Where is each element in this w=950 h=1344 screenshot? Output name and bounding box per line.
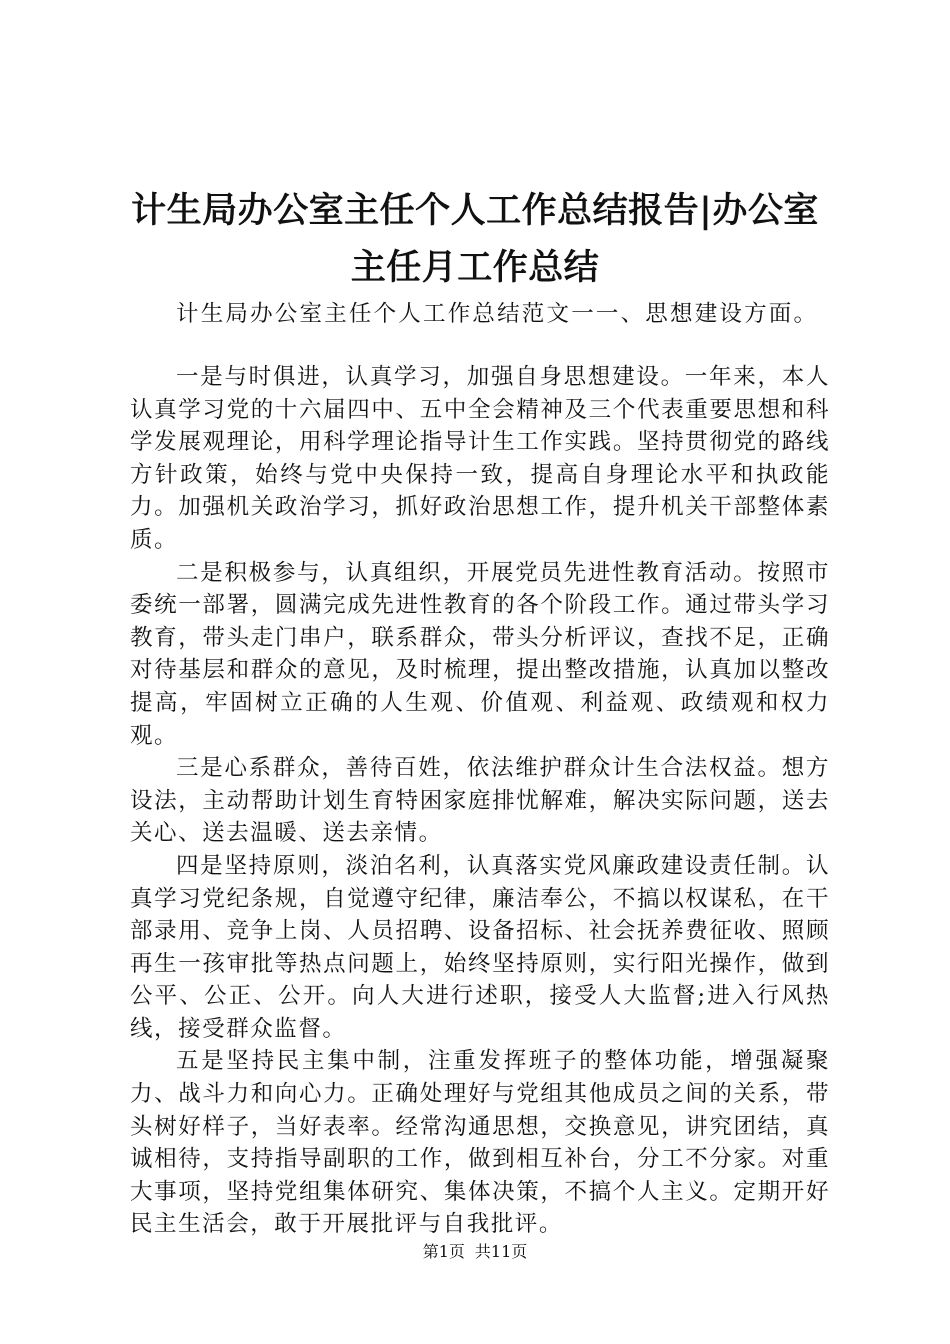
paragraph-3: 三是心系群众，善待百姓，依法维护群众计生合法权益。想方设法，主动帮助计划生育特困家庭排忧解难，解决实际问题，送去关心、送去温暖、送去亲情。 — [130, 755, 830, 847]
paragraph-1: 一是与时俱进，认真学习，加强自身思想建设。一年来，本人认真学习党的十六届四中、五中全会精神及三个代表重要思想和科学发展观理论，用科学理论指导计生工作实践。坚持贯彻党的路线方针政策，始终与党中央保持一致，提高自身理论水平和执政能力。加强机关政治学习，抓好政治思想工作，提升机关干部整体素质。 — [130, 364, 830, 553]
paragraph-5: 五是坚持民主集中制，注重发挥班子的整体功能，增强凝聚力、战斗力和向心力。正确处理好与党组其他成员之间的关系，带头树好样子，当好表率。经常沟通思想，交换意见，讲究团结，真诚相待，支持指导副职的工作，做到相互补台，分工不分家。对重大事项，坚持党组集体研究、集体决策，不搞个人主义。定期开好民主生活会，敢于开展批评与自我批评。 — [130, 1048, 830, 1238]
paragraph-2: 二是积极参与，认真组织，开展党员先进性教育活动。按照市委统一部署，圆满完成先进性教育的各个阶段工作。通过带头学习教育，带头走门串户，联系群众，带头分析评议，查找不足，正确对待基层和群众的意见，及时梳理，提出整改措施，认真加以整改提高，牢固树立正确的人生观、价值观、利益观、政绩观和权力观。 — [130, 559, 830, 749]
page-total: 共11页 — [474, 1242, 528, 1261]
page-number: 第1页 — [422, 1242, 465, 1261]
title-line-1: 计生局办公室主任个人工作总结报告|办公室 — [131, 190, 819, 231]
document-body — [130, 298, 830, 1241]
document-title — [120, 182, 830, 296]
page-footer — [0, 1240, 950, 1264]
intro-line: 计生局办公室主任个人工作总结范文一一、思想建设方面。 — [176, 301, 819, 327]
title-line-2: 主任月工作总结 — [350, 247, 600, 288]
paragraph-4: 四是坚持原则，淡泊名利，认真落实党风廉政建设责任制。认真学习党纪条规，自觉遵守纪律，廉洁奉公，不搞以权谋私，在干部录用、竞争上岗、人员招聘、设备招标、社会抚养费征收、照顾再生一孩审批等热点问题上，始终坚持原则，实行阳光操作，做到公平、公正、公开。向人大进行述职，接受人大监督;进入行风热线，接受群众监督。 — [130, 852, 830, 1042]
